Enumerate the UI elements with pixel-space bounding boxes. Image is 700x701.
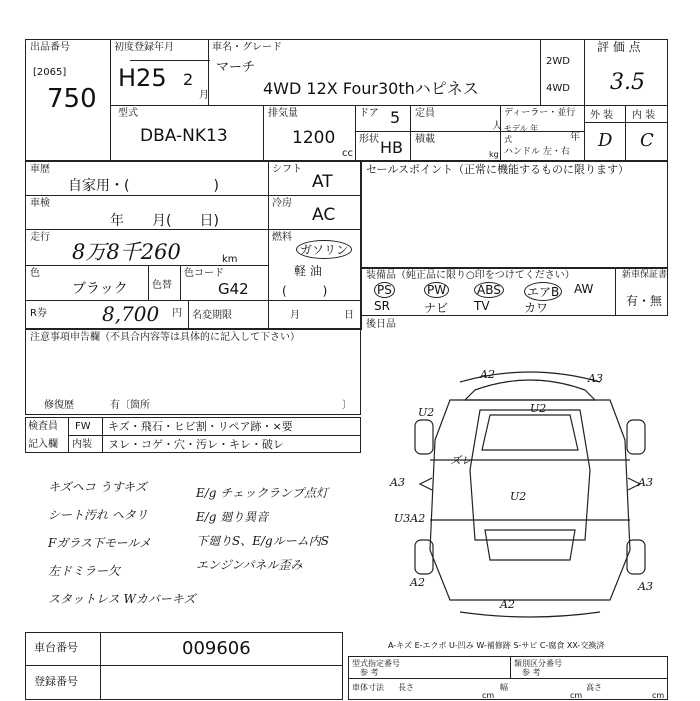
int-grade: C	[640, 130, 654, 151]
equipment-item: AW	[574, 282, 594, 296]
body-size-label: 車体寸法	[352, 683, 384, 692]
mileage-unit: km	[222, 254, 238, 265]
shape-value: HB	[380, 138, 404, 157]
equipment-item: TV	[474, 299, 490, 313]
equipment-row-2	[374, 299, 614, 315]
damage-mark: U2	[530, 402, 547, 415]
recycle-unit: 円	[172, 308, 182, 319]
remark-line: E/g チェックランプ点灯	[196, 486, 328, 500]
drive-2wd: 2WD	[546, 56, 570, 67]
repair-value: 有〔箇所	[110, 400, 150, 411]
wheel-front-right	[627, 420, 645, 454]
rear-bumper	[460, 612, 600, 617]
later-items-frame	[361, 316, 668, 330]
body-outline	[430, 400, 630, 600]
damage-mark: U2	[510, 490, 527, 503]
sales-point-frame	[361, 161, 668, 268]
windshield	[482, 415, 578, 450]
shift-label: シフト	[272, 164, 302, 175]
equipment-row-1	[374, 282, 614, 298]
inspector-fw: FW	[75, 421, 91, 432]
remark-line: エンジンパネル歪み	[196, 558, 303, 572]
inspector-fw-items: キズ・飛石・ヒビ割・リペア跡・×要	[108, 420, 293, 433]
capacity-unit: 人	[492, 121, 502, 132]
equipment-item: PW	[424, 282, 449, 298]
damage-mark: A2	[480, 368, 495, 381]
wheel-front-left	[415, 420, 433, 454]
warranty-value: 有・無	[626, 294, 663, 308]
repair-close: 〕	[342, 400, 352, 411]
reg-label: 登録番号	[34, 675, 78, 688]
ext-grade: D	[598, 130, 613, 151]
mirror-left	[420, 478, 432, 490]
equipment-item: SR	[374, 299, 390, 313]
car-diagram	[380, 360, 680, 630]
score-label: 評 価 点	[597, 40, 641, 54]
name-change-month: 月	[290, 310, 300, 321]
fuel-label: 燃料	[272, 232, 292, 243]
ac-label: 冷房	[272, 198, 292, 209]
inspector-label-2: 記入欄	[28, 439, 58, 450]
remark-line: シート汚れ ヘタリ	[48, 508, 148, 522]
height-label: 高さ	[586, 683, 602, 692]
height-cm: cm	[652, 691, 665, 700]
damage-mark: U3A2	[394, 512, 426, 525]
damage-mark: A2	[500, 598, 515, 611]
damage-legend: A-キズ E-エクボ U-凹み W-補修跡 S-サビ C-腐食 XX-交換済	[388, 641, 605, 650]
car-label: 車名・グレード	[212, 42, 282, 53]
chassis-value: 009606	[182, 638, 251, 659]
name-change-day: 日	[344, 310, 354, 321]
fuel-diesel: 軽 油	[294, 264, 322, 278]
type-label: 型式	[118, 108, 138, 119]
repair-label: 修復歴	[44, 400, 74, 411]
shift-value: AT	[312, 172, 333, 192]
ext-label: 外 装	[590, 110, 614, 121]
capacity-label: 定員	[415, 108, 435, 119]
remark-line: E/g 廻り異音	[196, 510, 269, 524]
width-cm: cm	[570, 691, 583, 700]
sales-point-label: セールスポイント（正常に機能するものに限ります）	[366, 163, 630, 176]
damage-mark: A3	[390, 476, 405, 489]
damage-mark: A3	[638, 580, 653, 593]
equipment-item: エアB	[524, 282, 562, 301]
remark-line: 下廻りS、E/gルーム内S	[196, 534, 329, 548]
remark-line: キズヘコ うすキズ	[48, 480, 147, 494]
car-name: マーチ	[216, 60, 256, 75]
recycle-value: 8,700	[102, 302, 160, 326]
mileage-label: 走行	[30, 232, 50, 243]
equipment-label: 装備品（純正品に限り○印をつけてください）	[366, 270, 575, 281]
equipment-item: PS	[374, 282, 395, 298]
int-label: 内 装	[632, 110, 656, 121]
inspection-label: 車検	[30, 198, 50, 209]
dealer-label: ディーラー・並行	[504, 108, 576, 118]
grade: 4WD 12X Four30thハピネス	[263, 79, 479, 98]
drive-4wd: 4WD	[546, 83, 570, 94]
history-label: 車歴	[30, 164, 50, 175]
disp-value: 1200	[292, 128, 336, 148]
name-change-label: 名変期限	[192, 310, 232, 321]
lot-number: 750	[47, 84, 97, 114]
inspector-label-1: 検査員	[28, 421, 58, 432]
equipment-item: ナビ	[424, 301, 449, 315]
recycle-label: R券	[30, 308, 47, 319]
equipment-item: ABS	[474, 282, 504, 298]
damage-mark: U2	[418, 406, 435, 419]
fuel-other: ( )	[282, 284, 328, 298]
inspector-in: 内装	[72, 439, 92, 450]
disp-label: 排気量	[268, 108, 298, 119]
spec-label: 型式指定番号	[352, 659, 400, 668]
handle-label: ハンドル 左・右	[504, 147, 570, 157]
year-unit: 年	[570, 132, 580, 143]
remark-line: 左ドミラー欠	[48, 564, 121, 578]
color-value: ブラック	[72, 281, 128, 297]
reg-month: 2	[183, 70, 194, 89]
width-label: 幅	[500, 683, 508, 692]
remark-line: スタットレス Wカバーキズ	[48, 592, 196, 606]
roof-outline	[465, 380, 595, 400]
ref-1: 参 考	[360, 668, 379, 677]
equipment-item: カワ	[524, 301, 549, 315]
damage-mark: A3	[638, 476, 653, 489]
ac-value: AC	[312, 205, 336, 225]
load-unit: kg	[489, 150, 499, 159]
color-code-value: G42	[218, 280, 249, 298]
lot-label: 出品番号	[30, 42, 70, 53]
remark-line: Fガラス下モールメ	[48, 536, 151, 550]
warranty-label: 新車保証書	[622, 270, 668, 280]
type-value: DBA-NK13	[140, 126, 228, 146]
length-cm: cm	[482, 691, 495, 700]
history-value: 自家用・( )	[68, 178, 219, 194]
month-unit: 月	[199, 90, 209, 101]
length-label: 長さ	[398, 683, 414, 692]
ref-2: 参 考	[522, 668, 541, 677]
color-label: 色	[30, 268, 40, 279]
damage-mark: A3	[588, 372, 603, 385]
class-label: 類別区分番号	[514, 659, 562, 668]
fuel-gas: ガソリン	[296, 240, 352, 259]
door-label: ドア	[359, 108, 379, 119]
mileage-value: 8万8千260	[72, 240, 181, 264]
color-code-label: 色コード	[184, 268, 224, 279]
first-reg-label: 初度登録年月	[114, 42, 174, 53]
color-change-label: 色替	[152, 280, 172, 291]
model-year-label: モデル 年式	[504, 124, 539, 144]
notes-label: 注意事項申告欄（不具合内容等は具体的に記入して下さい）	[30, 332, 300, 343]
score-value: 3.5	[610, 70, 645, 95]
later-items-label: 後日品	[366, 319, 396, 330]
chassis-label: 車台番号	[34, 641, 78, 654]
era-year: H25	[118, 64, 167, 92]
load-label: 積載	[415, 134, 435, 145]
damage-mark: ズレ	[450, 454, 472, 467]
inspector-in-items: ヌレ・コゲ・穴・汚レ・キレ・破レ	[108, 438, 284, 451]
lot-sub: [2065]	[33, 67, 67, 78]
rear-window	[485, 530, 575, 560]
damage-mark: A2	[410, 576, 425, 589]
disp-unit: cc	[342, 148, 353, 159]
shape-label: 形状	[359, 134, 379, 145]
door-value: 5	[390, 108, 401, 127]
inspection-value: 年 月( 日)	[110, 213, 219, 229]
